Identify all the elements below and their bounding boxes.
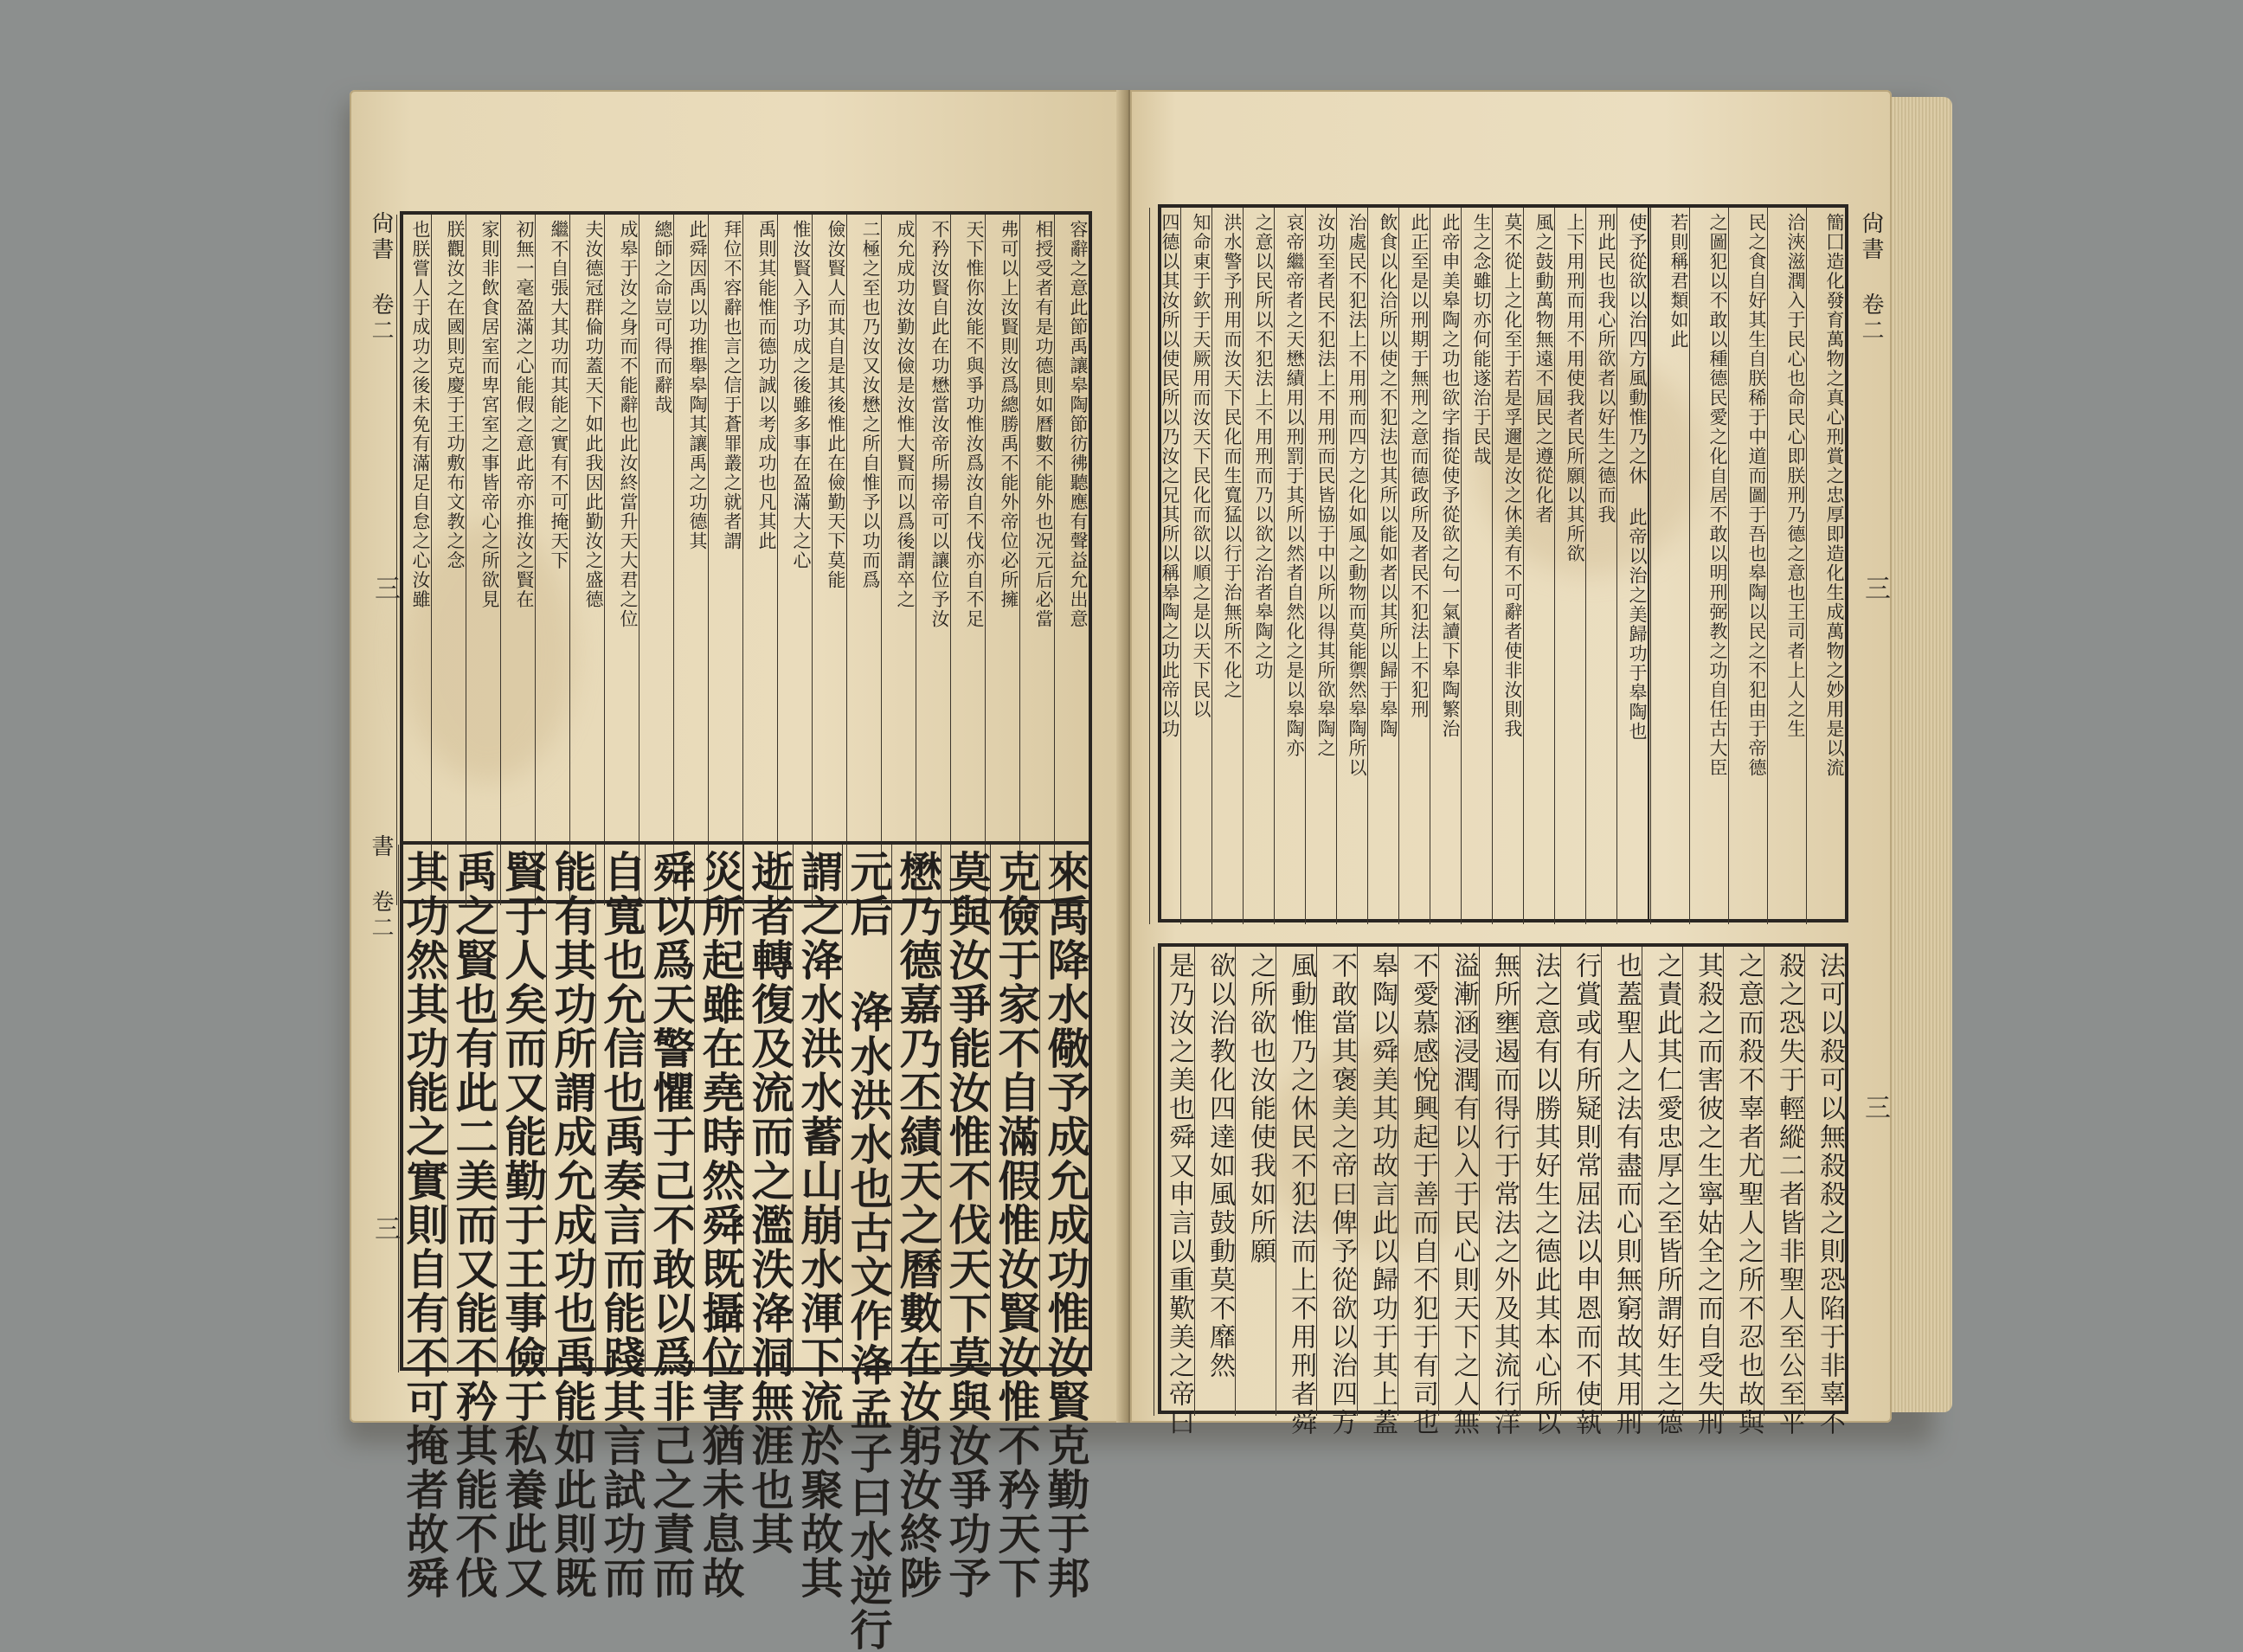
text-column: 刑此民也我心所欲者以好生之德而我 [1585, 208, 1616, 924]
text-column: 若則稱君類如此 [1650, 208, 1689, 924]
right-upper-text-block-b [1161, 208, 1649, 919]
text-column: 初無一毫盈滿之心能假之意此帝亦推汝之賢在 [500, 215, 535, 905]
text-column: 法之意有以勝其好生之德此其本心所以 [1520, 947, 1560, 1416]
text-column: 成皋于汝之身而不能辭也此汝終當升天大君之位 [604, 215, 639, 905]
right-margin-title: 尙書 卷二 [1858, 211, 1884, 344]
text-column: 民之食自好其生自朕稀于中道而圖于吾也皋陶以民之不犯由于帝德 [1728, 208, 1767, 924]
text-column: 洽浹滋潤入于民心也命民心即朕刑乃德之意也王司者上人之生 [1767, 208, 1806, 924]
text-column: 相授受者有是功德則如曆數不能外也况元后必當 [1019, 215, 1054, 905]
text-column: 皋陶以舜美其功故言此以歸功于其上蓋 [1357, 947, 1398, 1416]
text-column: 拜位不容辭也言之信于蒼罪叢之就者謂 [708, 215, 742, 905]
text-column: 之意而殺不辜者尤聖人之所不忍也故與 [1723, 947, 1764, 1416]
text-column: 克儉于家不自滿假惟汝賢汝惟不矜天下 [990, 845, 1039, 1372]
text-column: 不敢當其褒美之帝曰俾予從欲以治四方 [1316, 947, 1357, 1416]
text-column: 法可以殺可以無殺殺之則恐陷于非辜不 [1804, 947, 1845, 1416]
text-column: 殺之恐失于輕縱二者皆非聖人至公至平 [1764, 947, 1804, 1416]
text-column: 上下用刑而用不用使我者民所願以其所欲 [1554, 208, 1585, 924]
text-column: 哀帝繼帝者之天懋績用以刑罰于其所以然者自然化之是以皋陶亦 [1274, 208, 1305, 924]
text-column: 莫與汝爭能汝惟不伐天下莫與汝爭功予 [941, 845, 990, 1372]
left-margin-sheet-lower: 三 [370, 1215, 400, 1244]
text-column: 飲食以化洽所以使之不犯法也其所以能如者以其所以歸于皋陶 [1367, 208, 1398, 924]
left-lower-text-block [400, 845, 1091, 1652]
text-column: 使予從欲以治四方風動惟乃之休 此帝以治之美歸功于皋陶也 [1616, 208, 1648, 924]
text-column: 災所起雖在堯時然舜既攝位害猶未息故 [694, 845, 743, 1372]
text-column: 來禹降水儆予成允成功惟汝賢克勤于邦 [1039, 845, 1089, 1372]
text-column: 二極之至也乃汝又汝懋之所自惟予以功而爲 [846, 215, 881, 905]
text-column: 惟汝賢入予功成之後雖多事在盈滿大之心 [777, 215, 812, 905]
text-column: 風之鼓動萬物無遠不屆民之遵從化者 [1523, 208, 1554, 924]
text-column: 家則非飲食居室而卑宮室之事皆帝心之所欲見 [466, 215, 500, 905]
left-margin-title-lower: 書 卷二 [368, 834, 394, 942]
text-column: 知命東于欽于天厥用而汝天下民化而欲以順之是以天下民以 [1180, 208, 1211, 924]
text-column: 賢于人矣而又能勤于王事儉于私養此又 [497, 845, 546, 1372]
text-column: 簡囗造化發育萬物之真心刑賞之忠厚即造化生成萬物之妙用是以流 [1806, 208, 1845, 924]
text-column: 之所欲也汝能使我如所願 [1235, 947, 1276, 1416]
text-column: 生之念雖切亦何能遂治于民哉 [1461, 208, 1492, 924]
text-column: 逝者轉復及流而之濫泆洚洞無涯也其 [743, 845, 793, 1372]
text-column: 舜以爲天警懼于己不敢以爲非己之責而 [645, 845, 694, 1372]
text-column: 也蓋聖人之法有盡而心則無窮故其用刑 [1601, 947, 1642, 1416]
text-column: 自寬也允信也禹奏言而能踐其言試功而 [595, 845, 645, 1372]
text-column: 弗可以上汝賢則汝爲總勝禹不能外帝位必所擁 [985, 215, 1019, 905]
page-edges [1892, 97, 1952, 1412]
text-column: 是乃汝之美也舜又申言以重歎美之帝曰 [1154, 947, 1194, 1416]
text-column: 禹則其能惟而德功誠以考成功也凡其此 [742, 215, 777, 905]
text-column: 容辭之意此節禹讓皋陶節彷彿聽應有聲益允出意 [1054, 215, 1089, 905]
text-column: 治處民不犯法上不用刑而四方之化如風之動物而莫能禦然皋陶所以 [1336, 208, 1367, 924]
text-column: 能有其功所謂成允成功也禹能如此則既 [546, 845, 595, 1372]
text-column: 其功然其功能之實則自有不可掩者故舜 [398, 845, 447, 1372]
left-page [350, 90, 1127, 1652]
text-column: 元后 洚水洪水也古文作洚孟子曰水逆行 [842, 845, 891, 1372]
text-column: 禹之賢也有此二美而又能不矜其能不伐 [447, 845, 497, 1372]
text-column: 天下惟你汝能不與爭功惟汝爲汝自不伐亦自不足 [950, 215, 985, 905]
text-column: 此舜因禹以功推舉皋陶其讓禹之功德其 [673, 215, 708, 905]
left-margin-title: 尙書 卷二 [368, 211, 394, 344]
text-column: 行賞或有所疑則常屈法以申恩而不使執 [1560, 947, 1601, 1416]
text-column: 此帝申美皋陶之功也欲字指從使予從欲之句一氣讀下皋陶繁治 [1430, 208, 1461, 924]
text-column: 莫不從上之化至于若是孚邇是汝之休美有不可辭者使非汝則我 [1492, 208, 1523, 924]
text-column: 溢漸涵浸潤有以入于民心則天下之人無 [1438, 947, 1479, 1416]
text-column: 此正至是以刑期于無刑之意而德政所及者民不犯法上不犯刑 [1398, 208, 1430, 924]
text-column: 四德以其汝所以使民所以乃汝之兄其所以稱皋陶之功此帝以功 [1149, 208, 1180, 924]
text-column: 其殺之而害彼之生寧姑全之而自受失刑 [1682, 947, 1723, 1416]
text-column: 風動惟乃之休民不犯法而上不用刑者舜 [1276, 947, 1316, 1416]
text-column: 之圖犯以不敢以種德民愛之化自居不敢以明刑弼教之功自任古大臣 [1689, 208, 1728, 924]
text-column: 朕觀汝之在國則克慶于王功敷布文教之念 [431, 215, 466, 905]
text-column: 儉汝賢人而其自是其後惟此在儉勤天下莫能 [812, 215, 846, 905]
text-column: 謂之洚水洪水蓄山崩水渾下流於聚故其 [793, 845, 842, 1372]
right-margin-sheet-upper: 三 [1860, 575, 1890, 604]
text-column: 不矜汝賢自此在功懋當汝帝所揚帝可以讓位予汝 [916, 215, 950, 905]
text-column: 懋乃德嘉乃丕績天之曆數在汝躬汝終陟 [891, 845, 941, 1372]
right-upper-text-block-a [1649, 208, 1845, 919]
text-column: 不愛慕感悅興起于善而自不犯于有司也 [1398, 947, 1438, 1416]
right-page [1130, 90, 1892, 1437]
text-column: 夫汝德冠群倫功蓋天下如此我因此勤汝之盛德 [569, 215, 604, 905]
right-lower-text-block [1161, 947, 1845, 1437]
text-column: 汝功至者民不犯法上不用刑而民皆協于中以所以得其所欲皋陶之 [1305, 208, 1336, 924]
text-column: 之責此其仁愛忠厚之至皆所謂好生之德 [1642, 947, 1682, 1416]
text-column: 繼不自張大其功而其能之實有不可掩天下 [535, 215, 569, 905]
left-upper-text-block [403, 215, 1089, 900]
text-column: 欲以治教化四達如風鼓動莫不靡然 [1194, 947, 1235, 1416]
text-column: 也朕嘗人于成功之後未免有滿足自怠之心汝雖 [396, 215, 431, 905]
text-column: 總師之命豈可得而辭哉 [639, 215, 673, 905]
left-margin-sheet-upper: 三 [370, 575, 400, 604]
text-column: 之意以民所以不犯法上不用刑而乃以欲之治者皋陶之功 [1243, 208, 1274, 924]
right-margin-sheet-lower: 三 [1860, 1094, 1890, 1123]
text-column: 成允成功汝勤汝儉是汝惟大賢而以爲後謂卒之 [881, 215, 916, 905]
text-column: 洪水警予刑用而汝天下民化而生寬猛以行于治無所不化之 [1211, 208, 1243, 924]
text-column: 無所壅遏而得行于常法之外及其流行洋 [1479, 947, 1520, 1416]
